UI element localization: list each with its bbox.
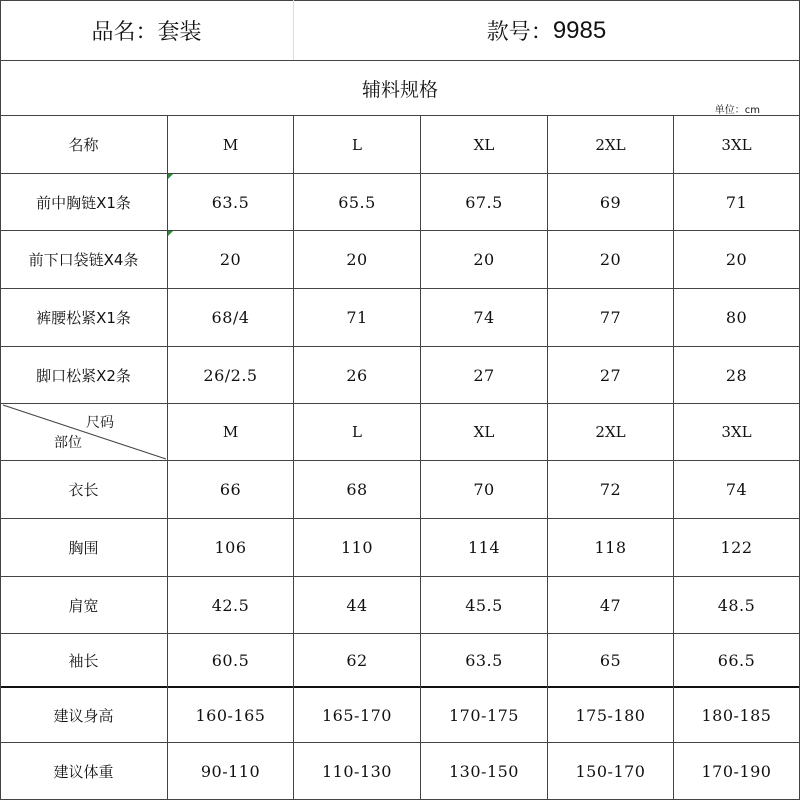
product-label: 品名： [91, 20, 158, 45]
table-cell: 170-190 [701, 761, 772, 781]
row-name: 建议身高 [53, 706, 114, 725]
row-name: 袖长 [68, 651, 99, 670]
table-cell: 74 [725, 480, 748, 499]
product-name [0, 1, 293, 60]
table-cell: 68 [346, 480, 368, 499]
size-header: L [352, 423, 362, 441]
size-header: L [352, 135, 362, 154]
table-cell: 63.5 [211, 192, 250, 212]
table-cell: 65 [599, 650, 622, 670]
table-cell: 77 [599, 308, 622, 327]
table-cell: 118 [594, 538, 627, 557]
table-cell: 110 [340, 538, 374, 557]
table-cell: 71 [346, 308, 368, 327]
table-cell: 122 [720, 538, 753, 557]
row-name: 衣长 [68, 481, 99, 499]
table-cell: 28 [725, 365, 748, 385]
size-header: M [222, 423, 239, 441]
table-cell: 72 [599, 480, 622, 499]
unit-label: 单位：cm [714, 105, 760, 116]
table-cell: 150-170 [575, 761, 646, 781]
table-cell: 26/2.5 [203, 365, 258, 385]
table-cell: 62 [346, 650, 368, 670]
table-cell: 26 [346, 365, 368, 385]
style-number [294, 1, 799, 60]
table-cell: 45.5 [465, 595, 503, 615]
row-name: 前中胸链X1条 [36, 193, 131, 212]
table-cell: 110-130 [322, 761, 392, 781]
table-cell: 67.5 [465, 192, 503, 212]
table-cell: 180-185 [701, 705, 772, 725]
size-header: 3XL [721, 135, 752, 154]
table-cell: 60.5 [211, 650, 250, 670]
size-header: 2XL [595, 135, 626, 154]
table-cell: 74 [473, 308, 495, 327]
table-cell: 90-110 [200, 761, 261, 781]
table-cell: 65.5 [338, 192, 376, 212]
style-label: 款号： [486, 20, 553, 45]
size-header: XL [473, 135, 495, 154]
row-name: 前下口袋链X4条 [28, 251, 139, 269]
corner-diagonal [0, 403, 168, 461]
table-cell: 80 [725, 308, 748, 327]
table-cell: 66.5 [717, 650, 756, 670]
table-cell: 114 [467, 538, 501, 557]
table-cell: 20 [599, 250, 622, 269]
table-cell: 106 [214, 538, 247, 557]
table-cell: 175-180 [575, 705, 646, 725]
row-name: 脚口松紧X2条 [36, 366, 131, 385]
row-name: 肩宽 [68, 596, 99, 615]
accessory-name-header: 名称 [68, 136, 99, 154]
corner-size-label: 尺码 [86, 415, 114, 431]
row-name: 裤腰松紧X1条 [36, 309, 131, 327]
table-cell: 68/4 [211, 308, 250, 327]
table-cell: 44 [346, 595, 368, 615]
style-value: 9985 [552, 16, 607, 44]
table-cell: 71 [725, 192, 748, 212]
row-name: 胸围 [68, 539, 99, 557]
table-cell: 48.5 [717, 595, 756, 615]
row-name: 建议体重 [53, 762, 114, 781]
table-cell: 20 [473, 250, 495, 269]
corner-part-label: 部位 [54, 435, 82, 451]
size-header: XL [473, 423, 495, 441]
table-cell: 20 [219, 250, 242, 269]
table-cell: 20 [725, 250, 748, 269]
table-cell: 170-175 [449, 705, 519, 725]
section-title: 辅料规格 [361, 78, 438, 101]
table-cell: 42.5 [211, 595, 250, 615]
table-cell: 27 [473, 365, 495, 385]
table-cell: 160-165 [195, 705, 266, 725]
table-cell: 70 [473, 480, 495, 499]
size-header: M [222, 135, 239, 154]
table-cell: 20 [346, 250, 368, 269]
table-cell: 130-150 [449, 761, 519, 781]
size-header: 2XL [595, 423, 626, 441]
table-cell: 27 [599, 365, 622, 385]
table-cell: 69 [599, 192, 622, 212]
table-cell: 47 [599, 595, 622, 615]
table-cell: 63.5 [465, 650, 503, 670]
size-header: 3XL [721, 423, 752, 441]
table-cell: 66 [219, 480, 242, 499]
table-cell: 165-170 [322, 705, 392, 725]
product-value: 套装 [157, 20, 202, 45]
